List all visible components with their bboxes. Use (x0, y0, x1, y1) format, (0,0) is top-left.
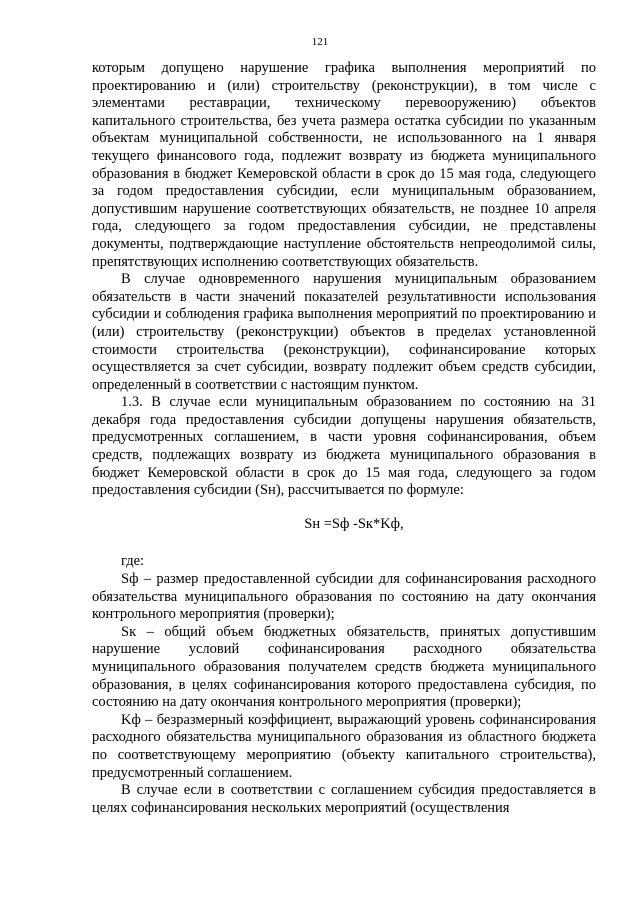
where-label: где: (121, 553, 145, 570)
paragraph-clause-1-3: 1.3. В случае если муниципальным образованием по состоянию на 31 декабря года предоставления субсидии допущены нарушения обязательств, предусмотренных соглашением, в части уровня софинансирования, объем средств, подлежащих возврату из бюджета муниципального образования в бюджет Кемеровской области в срок до 15 мая года, следующего за годом предоставления субсидии (Sн), рассчитывается по формуле: (92, 394, 596, 499)
paragraph-simultaneous-violation: В случае одновременного нарушения муниципальным образованием обязательств в части значений показателей результативности использования субсидии и соблюдения графика выполнения мероприятий по проектированию и (или) строительству (реконструкции) объектов в пределах установленной стоимости строительства (реконструкции), софинансирование которых осуществляется за счет субсидии, возврату подлежит объем средств субсидии, определенный в соответствии с настоящим пунктом. (92, 271, 596, 393)
formula: Sн =Sф -Sк*Kф, (304, 515, 404, 532)
definition-sk: Sк – общий объем бюджетных обязательств, принятых допустившим нарушение условий софинансирования расходного обязательства муниципального образования получателем средств бюджета муниципального образования, в целях софинансирования которого предоставлена субсидия, по состоянию на дату окончания контрольного мероприятия (проверки); (92, 623, 596, 711)
definition-kf: Kф – безразмерный коэффициент, выражающий уровень софинансирования расходного обязательства муниципального образования из областного бюджета по соответствующему мероприятию (объекту капитального строительства), предусмотренный соглашением. (92, 711, 596, 781)
paragraph-continuation: которым допущено нарушение графика выполнения мероприятий по проектированию и (или) строительству (реконструкции), в том числе с элементами реставрации, техническому перевооружению) объектов капитального строительства, без учета размера остатка субсидии по указанным объектам муниципальной собственности, не использованного на 1 января текущего финансового года, подлежит возврату из бюджета муниципального образования в бюджет Кемеровской области в срок до 15 мая года, следующего за годом предоставления субсидии, если муниципальным образованием, допустившим нарушение соответствующих обязательств, не позднее 10 апреля года, следующего за годом предоставления субсидии, не представлены документы, подтверждающие наступление обстоятельств непреодолимой силы, препятствующих исполнению соответствующих обязательств. (92, 60, 596, 270)
document-body (92, 60, 596, 817)
page-number: 121 (311, 36, 329, 48)
paragraph-multiple-measures: В случае если в соответствии с соглашением субсидия предоставляется в целях софинансирования нескольких мероприятий (осуществления (92, 782, 596, 816)
definition-sf: Sф – размер предоставленной субсидии для софинансирования расходного обязательства муниципального образования по состоянию на дату окончания контрольного мероприятия (проверки); (92, 571, 596, 623)
